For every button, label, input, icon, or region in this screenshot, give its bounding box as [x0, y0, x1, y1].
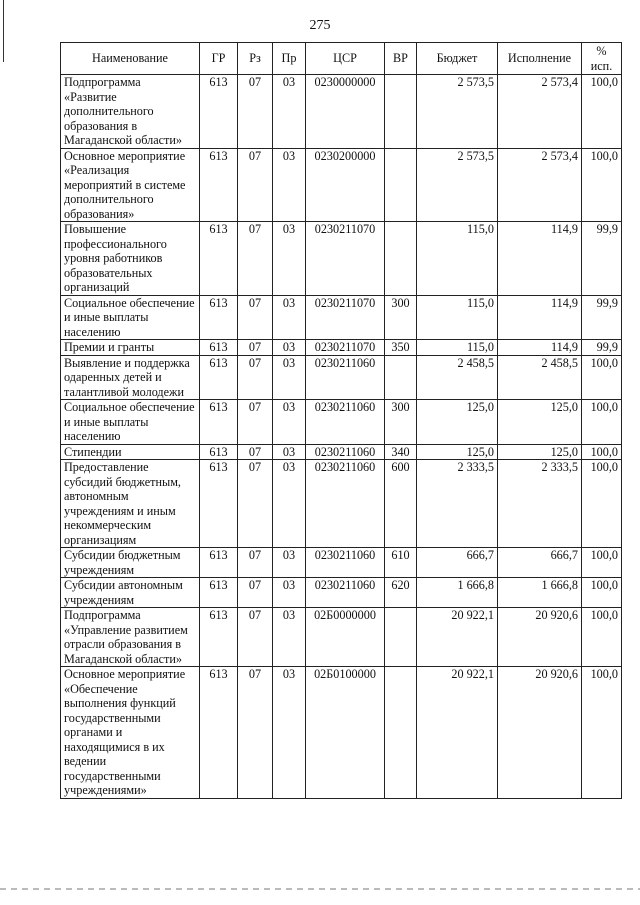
table-row	[61, 148, 622, 222]
cell-pct: 100,0	[582, 355, 622, 400]
cell-rz: 07	[238, 578, 273, 608]
cell-gr: 613	[200, 340, 238, 356]
cell-budget: 125,0	[417, 444, 498, 460]
table-row	[61, 222, 622, 296]
cell-vr	[385, 608, 417, 667]
cell-pr: 03	[273, 578, 306, 608]
table-row	[61, 340, 622, 356]
cell-budget: 125,0	[417, 400, 498, 445]
cell-execution: 114,9	[498, 340, 582, 356]
table-header-row	[61, 43, 622, 75]
cell-rz: 07	[238, 400, 273, 445]
cell-pr: 03	[273, 667, 306, 799]
cell-name: Подпрограмма «Управление развитием отрасли образования в Магаданской области»	[61, 608, 200, 667]
cell-budget: 1 666,8	[417, 578, 498, 608]
cell-pct: 99,9	[582, 295, 622, 340]
cell-gr: 613	[200, 460, 238, 548]
table-row	[61, 667, 622, 799]
col-header-execution: Исполнение	[498, 43, 582, 75]
col-header-pct	[582, 43, 622, 75]
cell-name: Социальное обеспечение и иные выплаты населению	[61, 295, 200, 340]
cell-execution: 1 666,8	[498, 578, 582, 608]
cell-pct: 100,0	[582, 548, 622, 578]
cell-execution: 20 920,6	[498, 608, 582, 667]
cell-vr	[385, 75, 417, 149]
cell-pct: 100,0	[582, 400, 622, 445]
page-bottom-dotted-line	[0, 888, 640, 890]
cell-name: Субсидии бюджетным учреждениям	[61, 548, 200, 578]
cell-execution: 2 573,4	[498, 75, 582, 149]
cell-csr: 0230211070	[306, 340, 385, 356]
cell-gr: 613	[200, 578, 238, 608]
cell-gr: 613	[200, 75, 238, 149]
table-row	[61, 444, 622, 460]
cell-csr: 02Б0000000	[306, 608, 385, 667]
col-header-gr: ГР	[200, 43, 238, 75]
cell-pr: 03	[273, 340, 306, 356]
cell-csr: 0230211060	[306, 355, 385, 400]
cell-budget: 666,7	[417, 548, 498, 578]
cell-csr: 0230211060	[306, 548, 385, 578]
cell-gr: 613	[200, 148, 238, 222]
cell-csr: 02Б0100000	[306, 667, 385, 799]
cell-name: Премии и гранты	[61, 340, 200, 356]
cell-rz: 07	[238, 460, 273, 548]
cell-rz: 07	[238, 548, 273, 578]
cell-csr: 0230211070	[306, 222, 385, 296]
cell-name: Выявление и поддержка одаренных детей и талантливой молодежи	[61, 355, 200, 400]
col-header-pr: Пр	[273, 43, 306, 75]
cell-execution: 20 920,6	[498, 667, 582, 799]
cell-pr: 03	[273, 148, 306, 222]
cell-pr: 03	[273, 222, 306, 296]
cell-pr: 03	[273, 295, 306, 340]
cell-budget: 2 573,5	[417, 75, 498, 149]
cell-pct: 100,0	[582, 148, 622, 222]
cell-execution: 666,7	[498, 548, 582, 578]
cell-execution: 125,0	[498, 400, 582, 445]
col-header-name: Наименование	[61, 43, 200, 75]
cell-name: Стипендии	[61, 444, 200, 460]
cell-execution: 2 458,5	[498, 355, 582, 400]
cell-name: Основное мероприятие «Реализация мероприятий в системе дополнительного образования»	[61, 148, 200, 222]
cell-execution: 125,0	[498, 444, 582, 460]
col-header-pct-symbol: %	[596, 44, 607, 58]
cell-rz: 07	[238, 148, 273, 222]
cell-name: Подпрограмма «Развитие дополнительного образования в Магаданской области»	[61, 75, 200, 149]
cell-gr: 613	[200, 222, 238, 296]
cell-gr: 613	[200, 444, 238, 460]
table-row	[61, 400, 622, 445]
cell-name: Предоставление субсидий бюджетным, автономным учреждениям и иным некоммерческим организациям	[61, 460, 200, 548]
cell-pct: 100,0	[582, 75, 622, 149]
cell-csr: 0230211060	[306, 444, 385, 460]
col-header-pct-label: исп.	[590, 58, 613, 73]
cell-csr: 0230000000	[306, 75, 385, 149]
col-header-vr: ВР	[385, 43, 417, 75]
cell-rz: 07	[238, 75, 273, 149]
col-header-budget: Бюджет	[417, 43, 498, 75]
cell-vr: 600	[385, 460, 417, 548]
cell-pr: 03	[273, 608, 306, 667]
cell-pct: 100,0	[582, 444, 622, 460]
cell-execution: 114,9	[498, 222, 582, 296]
budget-execution-table	[60, 42, 622, 799]
cell-budget: 20 922,1	[417, 608, 498, 667]
cell-pct: 100,0	[582, 460, 622, 548]
cell-pct: 100,0	[582, 578, 622, 608]
cell-pr: 03	[273, 75, 306, 149]
col-header-rz: Рз	[238, 43, 273, 75]
cell-execution: 114,9	[498, 295, 582, 340]
cell-budget: 115,0	[417, 295, 498, 340]
table-row	[61, 578, 622, 608]
cell-vr	[385, 667, 417, 799]
cell-vr: 340	[385, 444, 417, 460]
cell-rz: 07	[238, 295, 273, 340]
cell-gr: 613	[200, 295, 238, 340]
cell-csr: 0230211060	[306, 400, 385, 445]
col-header-csr: ЦСР	[306, 43, 385, 75]
cell-csr: 0230211070	[306, 295, 385, 340]
cell-budget: 2 333,5	[417, 460, 498, 548]
cell-vr: 610	[385, 548, 417, 578]
cell-gr: 613	[200, 548, 238, 578]
cell-name: Повышение профессионального уровня работников образовательных организаций	[61, 222, 200, 296]
cell-csr: 0230211060	[306, 460, 385, 548]
table-row	[61, 355, 622, 400]
cell-pr: 03	[273, 400, 306, 445]
cell-csr: 0230211060	[306, 578, 385, 608]
page-number: 275	[309, 18, 331, 33]
table-row	[61, 460, 622, 548]
cell-vr: 300	[385, 400, 417, 445]
cell-budget: 2 458,5	[417, 355, 498, 400]
cell-pr: 03	[273, 355, 306, 400]
cell-gr: 613	[200, 608, 238, 667]
cell-vr: 300	[385, 295, 417, 340]
cell-pr: 03	[273, 548, 306, 578]
cell-vr	[385, 222, 417, 296]
table-row	[61, 548, 622, 578]
table-row	[61, 295, 622, 340]
cell-csr: 0230200000	[306, 148, 385, 222]
cell-rz: 07	[238, 355, 273, 400]
cell-pct: 99,9	[582, 340, 622, 356]
cell-execution: 2 573,4	[498, 148, 582, 222]
cell-rz: 07	[238, 222, 273, 296]
cell-budget: 115,0	[417, 340, 498, 356]
cell-rz: 07	[238, 608, 273, 667]
cell-rz: 07	[238, 444, 273, 460]
cell-vr	[385, 148, 417, 222]
cell-pct: 100,0	[582, 667, 622, 799]
cell-gr: 613	[200, 667, 238, 799]
cell-gr: 613	[200, 355, 238, 400]
cell-pr: 03	[273, 460, 306, 548]
cell-rz: 07	[238, 667, 273, 799]
cell-name: Субсидии автономным учреждениям	[61, 578, 200, 608]
cell-budget: 115,0	[417, 222, 498, 296]
cell-name: Основное мероприятие «Обеспечение выполнения функций государственными органами и находящимися в их ведении государственными учреждениями»	[61, 667, 200, 799]
cell-gr: 613	[200, 400, 238, 445]
cell-budget: 20 922,1	[417, 667, 498, 799]
cell-pct: 100,0	[582, 608, 622, 667]
cell-rz: 07	[238, 340, 273, 356]
cell-execution: 2 333,5	[498, 460, 582, 548]
cell-pct: 99,9	[582, 222, 622, 296]
cell-vr: 620	[385, 578, 417, 608]
cell-vr	[385, 355, 417, 400]
cell-budget: 2 573,5	[417, 148, 498, 222]
table-row	[61, 75, 622, 149]
cell-vr: 350	[385, 340, 417, 356]
table-row	[61, 608, 622, 667]
cell-name: Социальное обеспечение и иные выплаты населению	[61, 400, 200, 445]
cell-pr: 03	[273, 444, 306, 460]
